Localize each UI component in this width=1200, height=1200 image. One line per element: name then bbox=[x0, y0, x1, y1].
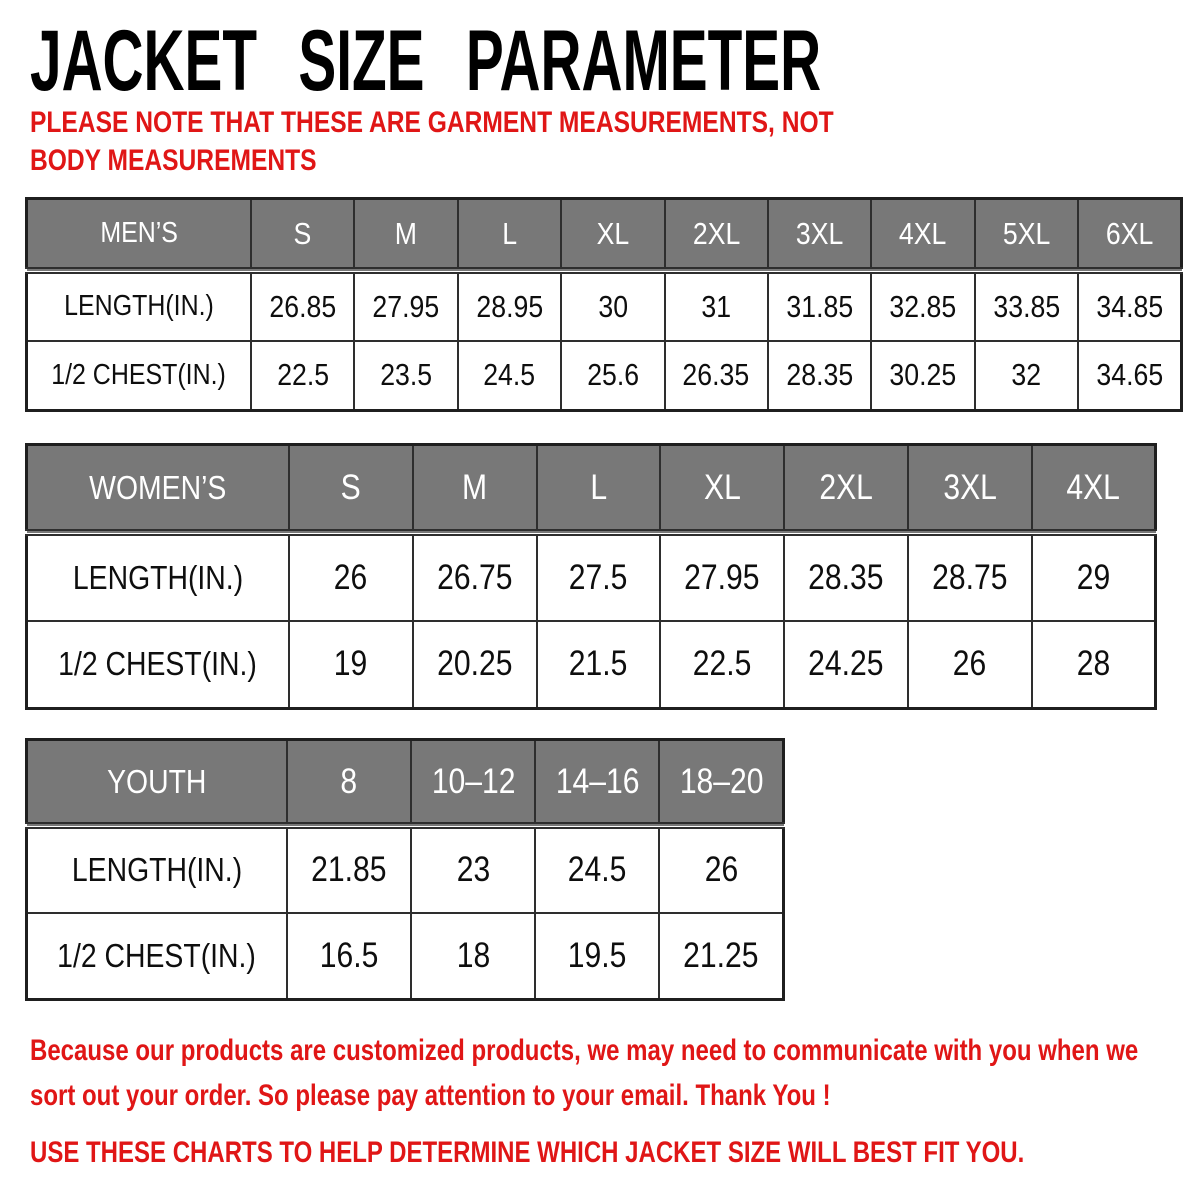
measurement-row bbox=[27, 913, 784, 1000]
measurement-value-cell: 16.5 bbox=[287, 913, 411, 1000]
size-header-cell: 6XL bbox=[1078, 199, 1182, 271]
measurement-value-cell: 26 bbox=[289, 533, 413, 621]
size-header-cell: L bbox=[458, 199, 561, 271]
measurement-value-cell: 28 bbox=[1032, 621, 1156, 709]
size-header-cell: 18–20 bbox=[659, 740, 783, 826]
measurement-row bbox=[27, 533, 1156, 621]
measurement-row bbox=[27, 826, 784, 913]
table-title-cell: MEN’S bbox=[27, 199, 252, 271]
measurement-label-cell: 1/2 CHEST(IN.) bbox=[27, 913, 288, 1000]
size-header-cell: XL bbox=[660, 445, 784, 533]
measurement-value-cell: 18 bbox=[411, 913, 535, 1000]
table-title-cell: YOUTH bbox=[27, 740, 288, 826]
size-header-cell: S bbox=[289, 445, 413, 533]
measurement-value-cell: 25.6 bbox=[561, 341, 664, 411]
measurement-value-cell: 26.75 bbox=[413, 533, 537, 621]
size-header-row bbox=[27, 740, 784, 826]
mens-size-table bbox=[25, 197, 1183, 412]
measurement-value-cell: 32.85 bbox=[871, 271, 974, 341]
measurement-value-cell: 26.85 bbox=[251, 271, 354, 341]
size-header-cell: 8 bbox=[287, 740, 411, 826]
measurement-value-cell: 22.5 bbox=[660, 621, 784, 709]
size-header-cell: 14–16 bbox=[535, 740, 659, 826]
measurement-value-cell: 34.85 bbox=[1078, 271, 1182, 341]
measurement-label-cell: LENGTH(IN.) bbox=[27, 826, 288, 913]
measurement-row bbox=[27, 341, 1182, 411]
size-header-cell: 2XL bbox=[665, 199, 768, 271]
size-header-cell: 2XL bbox=[784, 445, 908, 533]
size-header-cell: 10–12 bbox=[411, 740, 535, 826]
measurement-value-cell: 31 bbox=[665, 271, 768, 341]
measurement-value-cell: 32 bbox=[975, 341, 1078, 411]
size-header-cell: M bbox=[413, 445, 537, 533]
size-header-cell: L bbox=[537, 445, 661, 533]
youth-size-table bbox=[25, 738, 785, 1001]
womens-size-table bbox=[25, 443, 1157, 710]
measurement-value-cell: 30.25 bbox=[871, 341, 974, 411]
measurement-value-cell: 28.35 bbox=[784, 533, 908, 621]
measurement-value-cell: 26 bbox=[908, 621, 1032, 709]
measurement-value-cell: 26.35 bbox=[665, 341, 768, 411]
measurement-value-cell: 28.75 bbox=[908, 533, 1032, 621]
measurement-value-cell: 28.35 bbox=[768, 341, 871, 411]
measurement-value-cell: 27.95 bbox=[660, 533, 784, 621]
measurement-label-cell: LENGTH(IN.) bbox=[27, 271, 252, 341]
measurement-value-cell: 24.25 bbox=[784, 621, 908, 709]
measurement-row bbox=[27, 271, 1182, 341]
measurement-value-cell: 21.25 bbox=[659, 913, 783, 1000]
page-title: JACKET SIZE PARAMETER bbox=[30, 13, 822, 109]
measurement-value-cell: 27.5 bbox=[537, 533, 661, 621]
size-header-cell: 5XL bbox=[975, 199, 1078, 271]
measurement-value-cell: 34.65 bbox=[1078, 341, 1182, 411]
footer-communication-note: Because our products are customized products, we may need to communicate with you when we sort out your order. So please pay attention to your email. Thank You ! bbox=[30, 1034, 1139, 1112]
size-header-cell: 4XL bbox=[871, 199, 974, 271]
size-header-cell: 4XL bbox=[1032, 445, 1156, 533]
measurement-value-cell: 24.5 bbox=[458, 341, 561, 411]
measurement-value-cell: 21.5 bbox=[537, 621, 661, 709]
measurement-value-cell: 22.5 bbox=[251, 341, 354, 411]
measurement-value-cell: 31.85 bbox=[768, 271, 871, 341]
measurement-value-cell: 29 bbox=[1032, 533, 1156, 621]
measurement-row bbox=[27, 621, 1156, 709]
measurement-value-cell: 27.95 bbox=[354, 271, 457, 341]
measurement-label-cell: 1/2 CHEST(IN.) bbox=[27, 341, 252, 411]
size-header-cell: S bbox=[251, 199, 354, 271]
size-header-row bbox=[27, 199, 1182, 271]
measurement-label-cell: 1/2 CHEST(IN.) bbox=[27, 621, 290, 709]
measurement-value-cell: 28.95 bbox=[458, 271, 561, 341]
footer-instruction-note: USE THESE CHARTS TO HELP DETERMINE WHICH JACKET SIZE WILL BEST FIT YOU. bbox=[30, 1136, 1025, 1169]
size-header-cell: XL bbox=[561, 199, 664, 271]
garment-measurement-note: PLEASE NOTE THAT THESE ARE GARMENT MEASUREMENTS, NOT BODY MEASUREMENTS bbox=[30, 106, 834, 178]
measurement-value-cell: 23.5 bbox=[354, 341, 457, 411]
measurement-value-cell: 30 bbox=[561, 271, 664, 341]
measurement-value-cell: 26 bbox=[659, 826, 783, 913]
size-header-cell: M bbox=[354, 199, 457, 271]
size-header-cell: 3XL bbox=[908, 445, 1032, 533]
measurement-value-cell: 33.85 bbox=[975, 271, 1078, 341]
measurement-value-cell: 24.5 bbox=[535, 826, 659, 913]
measurement-value-cell: 19.5 bbox=[535, 913, 659, 1000]
measurement-value-cell: 23 bbox=[411, 826, 535, 913]
measurement-value-cell: 20.25 bbox=[413, 621, 537, 709]
measurement-value-cell: 21.85 bbox=[287, 826, 411, 913]
measurement-label-cell: LENGTH(IN.) bbox=[27, 533, 290, 621]
measurement-value-cell: 19 bbox=[289, 621, 413, 709]
table-title-cell: WOMEN’S bbox=[27, 445, 290, 533]
size-header-cell: 3XL bbox=[768, 199, 871, 271]
size-header-row bbox=[27, 445, 1156, 533]
